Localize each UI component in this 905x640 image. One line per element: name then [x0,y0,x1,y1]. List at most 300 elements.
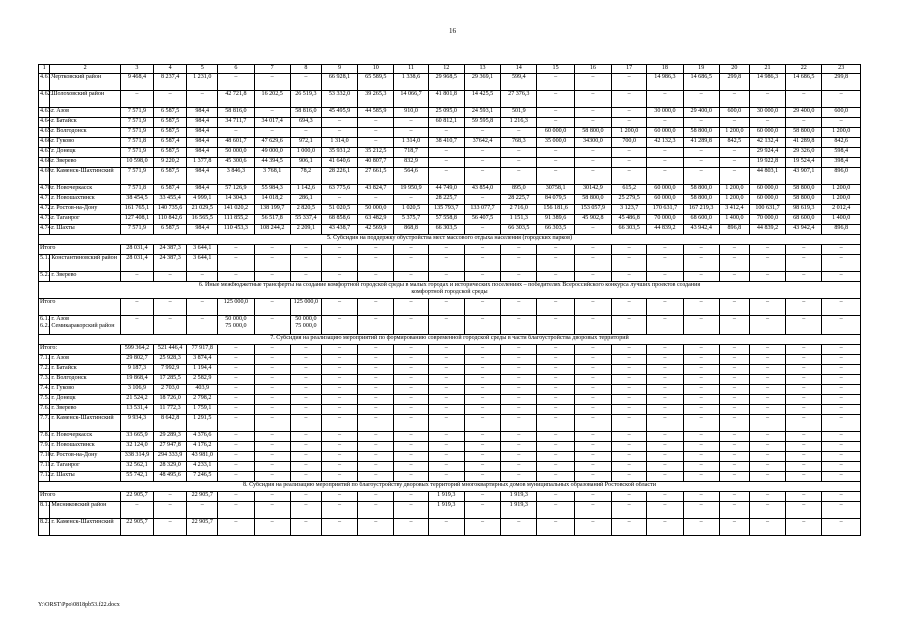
row-number: 4.71. [39,195,50,205]
table-cell: 984,4 [187,168,218,185]
column-number: 10 [358,65,394,74]
table-cell: – [719,502,749,519]
table-cell: – [719,158,749,168]
table-cell: 22 905,7 [187,492,218,502]
table-cell: – [154,492,187,502]
column-number: 8 [290,65,321,74]
table-cell: 66 928,1 [321,74,357,91]
table-cell: 170 631,7 [647,205,683,215]
table-cell: – [154,299,187,316]
table-cell: – [321,385,357,395]
table-cell: 65 589,5 [358,74,394,91]
table-cell: – [290,415,321,432]
table-cell: 29 924,4 [749,148,785,158]
table-cell: – [537,492,574,502]
table-cell: 6 587,5 [154,108,187,118]
table-cell: – [464,519,500,536]
table-cell: – [647,432,683,442]
table-cell: – [464,472,500,482]
table-cell: – [719,432,749,442]
table-cell: 44 803,1 [749,168,785,185]
table-cell: – [154,519,187,536]
table-cell: 27 376,3 [501,91,537,108]
table-cell: – [719,255,749,272]
row-number: 7.12. [39,472,50,482]
table-cell: – [612,118,647,128]
table-cell: – [464,355,500,365]
row-number: 4.64. [39,118,50,128]
column-number: 1 [39,65,50,74]
table-cell: 24 387,3 [154,245,187,255]
column-number: 19 [683,65,719,74]
table-cell: – [464,299,500,316]
table-cell: 135 793,7 [428,205,464,215]
table-cell: – [786,502,822,519]
table-cell: 43 942,4 [786,225,822,235]
table-cell: 3 846,3 [218,168,254,185]
table-cell: 28 225,7 [501,195,537,205]
table-cell: 29 400,0 [683,108,719,118]
row-number: 7.2. [39,365,50,375]
table-cell: – [574,245,611,255]
table-cell: – [254,472,290,482]
column-number: 17 [612,65,647,74]
table-cell: – [683,168,719,185]
table-cell: – [822,375,861,385]
municipality-name: г. Ростов-на-Дону [50,452,120,462]
table-cell: – [218,365,254,375]
table-cell: – [394,519,428,536]
table-row [39,345,861,355]
table-cell: – [612,365,647,375]
municipality-name: г. Волгодонск [50,375,120,385]
table-cell: 60 812,1 [428,118,464,128]
table-cell: 896,8 [719,225,749,235]
table-cell: – [428,519,464,536]
table-cell: – [254,385,290,395]
table-cell: 910,0 [394,108,428,118]
table-cell: – [321,492,357,502]
table-cell: – [254,502,290,519]
table-cell: – [574,432,611,442]
table-cell: 29 326,0 [786,148,822,158]
table-cell: 842,5 [719,138,749,148]
table-cell: – [254,74,290,91]
table-cell: 1 200,0 [719,185,749,195]
row-number: 4.70. [39,185,50,195]
table-row [39,108,861,118]
table-cell: – [786,462,822,472]
table-cell: – [254,255,290,272]
table-cell: – [321,118,357,128]
table-cell: 44 749,0 [428,185,464,195]
table-cell: – [501,452,537,462]
table-cell: – [428,375,464,385]
table-cell: – [574,502,611,519]
table-cell: – [683,432,719,442]
column-number: 23 [822,65,861,74]
table-cell: 44 839,2 [749,225,785,235]
table-cell: 141 020,2 [218,205,254,215]
table-cell: – [647,442,683,452]
table-cell: 984,4 [187,138,218,148]
table-cell: – [574,492,611,502]
table-cell: 29 802,7 [120,355,153,365]
table-row [39,492,861,502]
table-cell: – [647,168,683,185]
table-cell: – [647,91,683,108]
table-cell: – [187,299,218,316]
table-cell: – [321,345,357,355]
table-cell: 45 495,9 [321,108,357,118]
table-cell: 153 057,9 [574,205,611,215]
table-cell: – [719,345,749,355]
table-cell: – [822,492,861,502]
table-cell: – [218,415,254,432]
table-cell: – [358,272,394,282]
table-cell: 9 468,4 [120,74,153,91]
table-cell: 1 000,0 [290,148,321,158]
row-number: 7.6. [39,405,50,415]
table-cell: 2 703,0 [154,385,187,395]
table-cell: – [218,255,254,272]
table-row [39,138,861,148]
table-cell: 7 571,9 [120,148,153,158]
table-cell: – [218,452,254,462]
table-cell: 60 000,0 [537,128,574,138]
table-cell: 32 124,0 [120,442,153,452]
table-cell: – [321,442,357,452]
table-cell: – [394,375,428,385]
table-cell: 2 209,1 [290,225,321,235]
table-cell: – [612,272,647,282]
table-cell: – [290,472,321,482]
table-cell: – [749,395,785,405]
row-number: 4.61. [39,74,50,91]
table-cell: 42 132,3 [647,138,683,148]
table-cell: 50 000,0 75 000,0 [290,316,321,335]
table-cell: – [683,405,719,415]
table-cell: – [254,108,290,118]
table-cell: – [501,168,537,185]
table-cell: 14 425,5 [464,91,500,108]
table-cell: – [394,195,428,205]
table-cell: – [647,385,683,395]
table-cell: 6 587,5 [154,225,187,235]
table-cell: 1 216,3 [501,118,537,128]
table-cell: – [822,472,861,482]
table-cell: – [290,442,321,452]
table-cell: – [786,452,822,462]
table-cell: – [394,385,428,395]
municipality-name: г. Таганрог [50,215,120,225]
table-cell: – [574,462,611,472]
row-number: 7.11. [39,462,50,472]
table-cell: – [537,148,574,158]
table-cell: 615,2 [612,185,647,195]
table-cell: – [537,375,574,385]
table-cell: – [464,502,500,519]
table-cell: 26 519,3 [290,91,321,108]
table-cell: 91 389,6 [537,215,574,225]
table-cell: – [120,502,153,519]
table-cell: – [822,405,861,415]
table-cell: – [719,462,749,472]
table-cell: – [822,245,861,255]
row-number: 4.72. [39,205,50,215]
table-cell: – [321,472,357,482]
table-cell: – [786,375,822,385]
section-title-row [39,482,861,492]
table-cell: 28 031,4 [120,245,153,255]
table-cell: 28 031,4 [120,255,153,272]
table-cell: – [612,108,647,118]
table-cell: 2 012,4 [822,205,861,215]
table-cell: 22 905,7 [120,492,153,502]
municipality-name: г. Зверево [50,158,120,168]
table-cell: – [187,316,218,335]
table-cell: – [120,91,153,108]
row-number: 7.4. [39,385,50,395]
table-cell: – [683,299,719,316]
table-cell: – [749,502,785,519]
table-cell: – [749,385,785,395]
municipality-name: г. Таганрог [50,462,120,472]
table-cell: – [358,245,394,255]
table-cell: – [218,74,254,91]
row-number: 8.2. [39,519,50,536]
table-cell: – [719,272,749,282]
table-cell: – [537,345,574,355]
column-number: 15 [537,65,574,74]
table-cell: 43 438,7 [321,225,357,235]
table-cell: – [574,442,611,452]
table-cell: – [358,502,394,519]
table-cell: – [786,345,822,355]
table-cell: – [574,148,611,158]
table-cell: – [321,195,357,205]
table-cell: 718,7 [394,148,428,158]
table-cell: – [683,316,719,335]
table-cell: – [218,385,254,395]
table-cell: 110 842,6 [154,215,187,225]
table-cell: – [290,405,321,415]
table-cell: – [647,158,683,168]
table-cell: – [218,432,254,442]
table-cell: 41 640,6 [321,158,357,168]
table-cell: – [612,442,647,452]
section-title-row [39,282,861,299]
table-cell: – [358,462,394,472]
table-cell: – [749,316,785,335]
table-cell: – [683,255,719,272]
table-cell: – [290,128,321,138]
table-cell: – [464,415,500,432]
table-cell: – [822,118,861,128]
table-cell: – [749,519,785,536]
table-cell: – [683,345,719,355]
table-cell: – [612,492,647,502]
table-cell: – [428,345,464,355]
table-cell: – [822,442,861,452]
table-cell: – [501,272,537,282]
table-cell: 43 981,0 [187,452,218,462]
table-cell: 43 907,1 [786,168,822,185]
table-cell: – [683,472,719,482]
municipality-name: г. Каменск-Шахтинский [50,519,120,536]
table-cell: – [358,405,394,415]
table-cell: 68 600,0 [683,215,719,225]
table-cell: 55 337,4 [290,215,321,225]
table-cell: – [358,195,394,205]
table-cell: 3 412,4 [719,205,749,215]
table-cell: 44 394,5 [254,158,290,168]
table-cell: 100 631,7 [749,205,785,215]
table-cell: – [683,492,719,502]
table-cell: – [612,432,647,442]
table-cell: – [537,395,574,405]
table-cell: 108 244,2 [254,225,290,235]
table-cell: – [822,519,861,536]
table-row [39,185,861,195]
table-cell: – [537,272,574,282]
table-cell: 600,0 [719,108,749,118]
table-cell: – [749,415,785,432]
table-cell: – [254,128,290,138]
table-row [39,245,861,255]
table-cell: – [647,299,683,316]
table-cell: – [822,385,861,395]
table-cell: 10 598,0 [120,158,153,168]
table-cell: 25 095,0 [428,108,464,118]
table-cell: – [719,519,749,536]
table-cell: – [464,462,500,472]
table-row [39,74,861,91]
table-cell: – [321,365,357,375]
table-cell: 58 800,0 [786,195,822,205]
table-cell: 906,1 [290,158,321,168]
table-cell: – [749,472,785,482]
table-cell: – [501,255,537,272]
table-cell: – [574,345,611,355]
table-cell: 7 571,9 [120,128,153,138]
table-cell: – [786,519,822,536]
table-cell: – [290,272,321,282]
table-cell: – [464,255,500,272]
table-cell: – [786,245,822,255]
section-title-row [39,335,861,345]
table-cell: – [218,519,254,536]
table-cell: – [612,452,647,462]
table-cell: – [719,148,749,158]
table-cell: – [254,405,290,415]
table-cell: 9 187,3 [120,365,153,375]
table-cell: – [501,245,537,255]
table-cell: – [358,345,394,355]
table-cell: 138 199,7 [254,205,290,215]
table-cell: – [683,385,719,395]
column-number: 12 [428,65,464,74]
table-cell: 1 919,3 [428,492,464,502]
table-cell: – [464,158,500,168]
table-cell: – [574,272,611,282]
table-cell: – [612,299,647,316]
table-cell: 84 079,5 [537,195,574,205]
table-cell: – [254,395,290,405]
table-cell: – [749,355,785,365]
table-cell: – [786,365,822,375]
column-number: 2 [50,65,120,74]
table-cell: 60 000,0 [647,128,683,138]
table-cell: – [428,385,464,395]
table-cell: – [428,472,464,482]
table-row [39,442,861,452]
table-cell: – [218,245,254,255]
table-cell: – [612,74,647,91]
table-cell: 6 587,5 [154,168,187,185]
table-cell: 896,8 [822,225,861,235]
table-cell: – [321,245,357,255]
table-cell: 7 571,8 [120,185,153,195]
table-cell: – [428,405,464,415]
table-cell: – [428,415,464,432]
table-cell: – [290,345,321,355]
table-cell: 6 587,5 [154,118,187,128]
municipality-name: г. Ростов-на-Дону [50,205,120,215]
table-cell: – [537,158,574,168]
table-cell: 3 644,1 [187,255,218,272]
table-cell: 41 801,8 [428,91,464,108]
table-cell: – [683,91,719,108]
table-cell: – [394,355,428,365]
page-number: 16 [449,27,456,35]
table-cell: – [218,492,254,502]
table-cell: – [822,345,861,355]
table-cell: – [537,255,574,272]
column-number: 21 [749,65,785,74]
table-cell: – [358,255,394,272]
table-cell: – [574,385,611,395]
table-cell: – [719,245,749,255]
table-cell: 1 020,5 [394,205,428,215]
table-cell: – [683,245,719,255]
table-cell: – [822,316,861,335]
table-cell: – [254,519,290,536]
table-cell: – [464,272,500,282]
table-cell: 984,4 [187,128,218,138]
table-cell: 34 711,7 [218,118,254,128]
table-cell: – [394,299,428,316]
table-cell: – [574,74,611,91]
table-cell: 21 524,2 [120,395,153,405]
table-cell: – [574,91,611,108]
table-cell: – [290,432,321,442]
municipality-name: г. Каменск-Шахтинский [50,415,120,432]
row-number: 4.73. [39,215,50,225]
table-cell: 22 905,7 [120,519,153,536]
table-cell: 50 000,0 [218,148,254,158]
table-cell: 2 798,2 [187,395,218,405]
table-cell: – [501,442,537,452]
table-cell: – [290,462,321,472]
table-cell: 58 800,0 [574,128,611,138]
table-cell: 43 942,4 [683,225,719,235]
table-cell: 1 200,0 [719,195,749,205]
table-cell: 299,8 [822,74,861,91]
table-row [39,405,861,415]
table-row [39,118,861,128]
table-cell: – [464,375,500,385]
